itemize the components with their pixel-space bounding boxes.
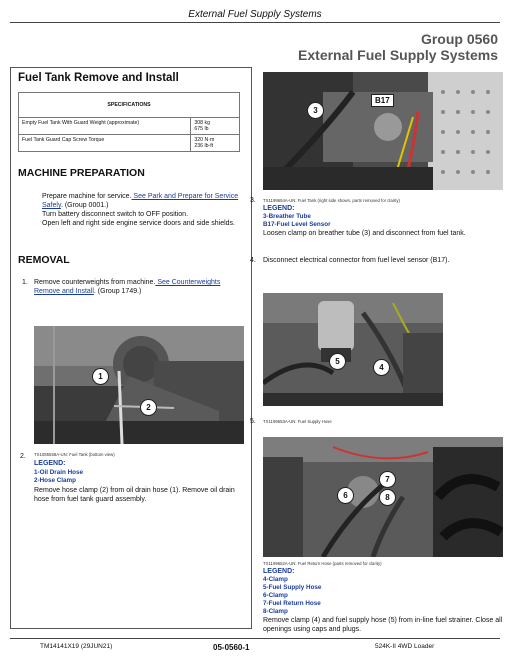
breather-tube-photo [263, 72, 503, 190]
figure-caption: TX1085558A-UN: Fuel Tank (bottom view) [34, 452, 115, 457]
legend-item: 8-Clamp [263, 608, 288, 615]
callout-8: 8 [379, 489, 396, 506]
running-header-title: External Fuel Supply Systems [188, 9, 322, 20]
legend-list [263, 576, 321, 616]
legend-item: 1-Oil Drain Hose [34, 469, 83, 476]
callout-1: 1 [92, 368, 109, 385]
machine-prep-text: Prepare machine for service. See Park and Prepare for Service Safely. (Group 0001.) Turn battery disconnect switch to OFF position. Open left and right side engine service doors and side shields. [42, 193, 239, 227]
fuel-return-hose-photo [263, 437, 503, 557]
fuel-tank-bottom-photo [34, 326, 244, 444]
legend-label: LEGEND: [263, 568, 295, 575]
callout-2: 2 [140, 399, 157, 416]
step-number: 2. [20, 453, 26, 460]
figure-caption: TX1199652A-UN: Fuel Return Hose (parts removed for clarity) [263, 561, 382, 566]
group-number: Group 0560 [420, 31, 498, 47]
removal-heading: REMOVAL [18, 254, 70, 266]
figure-caption: TX1199654A-UN: Fuel Tank (right side shown, parts removed for clarity) [263, 198, 400, 203]
legend-list [263, 213, 331, 229]
machine-prep-heading: MACHINE PREPARATION [18, 167, 145, 179]
section-heading: Fuel Tank Remove and Install [18, 72, 179, 84]
step-6-text: Remove clamp (4) and fuel supply hose (5) from in-line fuel strainer. Close all openings using caps and plugs. [263, 617, 503, 633]
table-row [19, 135, 240, 152]
step-2-text: Remove hose clamp (2) from oil drain hose (1). Remove oil drain hose from fuel tank guard assembly. [34, 487, 235, 503]
specifications-table [18, 92, 240, 152]
step-number: 1. [22, 279, 28, 286]
footer-model: 524K-II 4WD Loader [375, 643, 435, 650]
legend-list [34, 469, 83, 485]
photo-illustration [263, 293, 443, 406]
figure-caption: TX1199653A-UN: Fuel Supply Hose [263, 419, 332, 424]
callout-b17: B17 [371, 94, 394, 107]
footer-rule [10, 638, 500, 639]
spec-label: Fuel Tank Guard Cap Screw Torque [19, 135, 191, 152]
counterweights-link[interactable]: See Counterweights Remove and Install [34, 279, 221, 295]
footer-page-number: 05-0560-1 [213, 643, 250, 652]
legend-item: 7-Fuel Return Hose [263, 600, 321, 607]
spec-value: 308 kg 675 lb [191, 118, 240, 135]
step-number: 3. [250, 197, 256, 204]
park-prepare-link[interactable]: See Park and Prepare for Service Safely [42, 193, 239, 209]
callout-4: 4 [373, 359, 390, 376]
legend-item: 3-Breather Tube [263, 213, 311, 220]
step-4-text: Disconnect electrical connector from fuel level sensor (B17). [263, 257, 450, 264]
table-row [19, 118, 240, 135]
spec-table-title: SPECIFICATIONS [19, 93, 240, 118]
step-number: 4. [250, 257, 256, 264]
group-name: External Fuel Supply Systems [298, 47, 498, 63]
legend-item: B17-Fuel Level Sensor [263, 221, 331, 228]
legend-label: LEGEND: [34, 460, 66, 467]
callout-6: 6 [337, 487, 354, 504]
legend-item: 6-Clamp [263, 592, 288, 599]
legend-item: 5-Fuel Supply Hose [263, 584, 322, 591]
legend-label: LEGEND: [263, 205, 295, 212]
photo-illustration [263, 72, 503, 190]
footer-doc-id: TM14141X19 (29JUN21) [40, 643, 113, 650]
callout-3: 3 [307, 102, 324, 119]
step-number: 5. [250, 418, 256, 425]
legend-item: 4-Clamp [263, 576, 288, 583]
spec-label: Empty Fuel Tank With Guard Weight (approximate) [19, 118, 191, 135]
header-rule [10, 22, 500, 23]
photo-illustration [34, 326, 244, 444]
step-3-text: Loosen clamp on breather tube (3) and disconnect from fuel tank. [263, 230, 466, 237]
fuel-supply-hose-photo [263, 293, 443, 406]
legend-item: 2-Hose Clamp [34, 477, 76, 484]
callout-5: 5 [329, 353, 346, 370]
spec-value: 320 N·m 236 lb-ft [191, 135, 240, 152]
callout-7: 7 [379, 471, 396, 488]
step-1-text: Remove counterweights from machine. See Counterweights Remove and Install. (Group 1749.) [34, 279, 221, 295]
